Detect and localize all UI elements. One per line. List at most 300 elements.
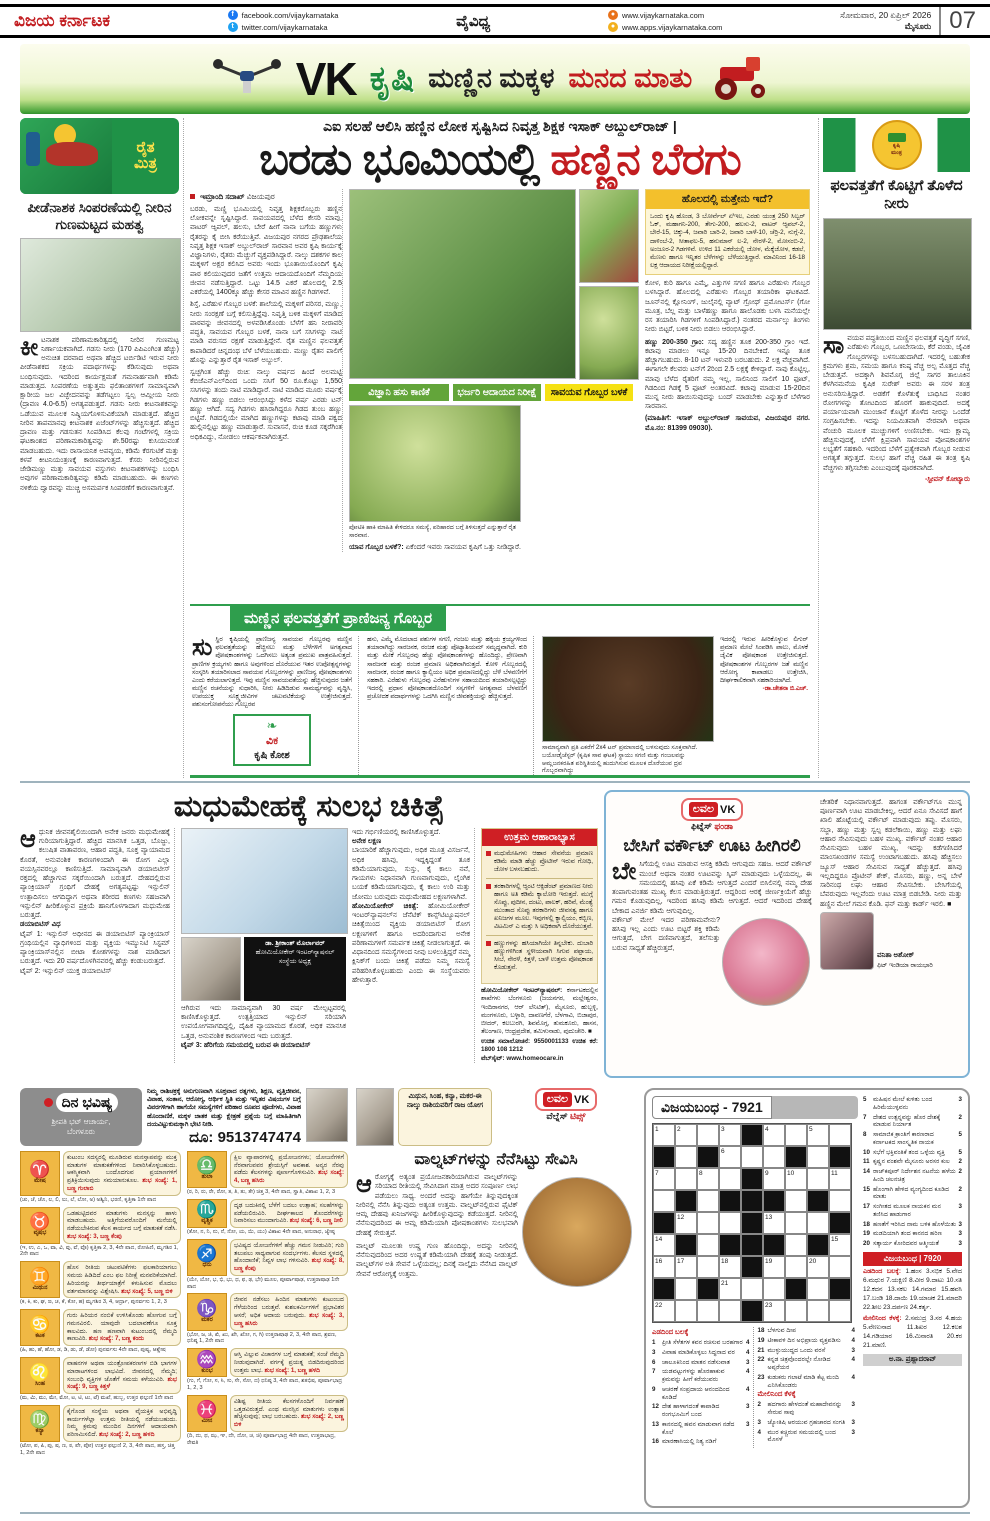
diet-bullet: ತರಕಾರಿಗಳಲ್ಲಿ ಆ್ಯಂಟಿ ಆಕ್ಸಿಡೆಂಟ್ ಪ್ರಮಾಣದ ನೀರು ಹಾಗೂ ಅತಿ ಕಡಿಮೆ ಕ್ಯಾಲೋರಿ ಇರುತ್ತದೆ. ಮುಗ್ಗೆ ಸೊಪ್ಪು, ಪುದೀನ, ದಂಟು, ಪಾಲಕ್, ಹರಿವೆ, ಮೆಂತ್ಯೆ ಮುಂತಾದ ಸೊಪ್ಪು ತರಕಾರಿಗಳು ಜೀವಸತ್ವ ಹಾಗೂ ಖನಿಜಗಳ ಮೂಲ. ಇವುಗಳಲ್ಲಿ ಕ್ಯಾಲ್ಸಿಯಂ, ಕಬ್ಬಿಣ, ವಿಟಮಿನ್ ಎ ಮತ್ತು ಸಿ ಅಧಿಕವಾಗಿ ದೊರೆಯುತ್ತವೆ. — [486, 883, 593, 936]
nakshatra-line: (ಗು, ಗೆ, ಗೋ, ಸ, ಸಿ, ಸು, ಸೇ, ಸೋ, ದ) ಧನಿಷ್ಠ 3, 4ನೇ ಪಾದ, ಶತಭಿಷ, ಪೂರ್ವಾಭಾದ್ರ 1, 2, 3 — [187, 1378, 343, 1392]
zodiac-name: ವೃಶ್ಚಿಕ — [201, 1218, 213, 1225]
main-article-col1: ಬರಡು, ಮಣ್ಣಿ ಭೂಮಿಯಲ್ಲಿ ನಿವೃತ್ತ ಶಿಕ್ಷಕರೊಬ್ಬರು ಹಣ್ಣಿನ ಲೋಕವನ್ನೇ ಸೃಷ್ಟಿಸಿದ್ದಾರೆ. ಸಾವಯವದಲ್ಲಿ ಬೆಳೆದ ಕೇಸರಿ ಮಾವು, ವಾಟರ್ ಆ್ಯಪಲ್, ಹಲಸು, ಬೇರೆ ಹೀಗೆ ನಾನಾ ಬಗೆಯ ಹಣ್ಣುಗಳು ರೈತರನ್ನು ಕೈ ಬೀಸಿ ಕರೆಯುತ್ತಿವೆ. ವಿಜಯಪುರ ನಗರದ ಪ್ರೌಢಶಾಲೆಯ ನಿವೃತ್ತ ಶಿಕ್ಷಕ ಇಸಾಕ್ ಅಬ್ದುಲ್‌ರಾಜ್ ಸಾರವಾನ ಅವರ ಕೃಷಿ ಕಾರ್ಯಕ್ಕೆ ವಿಜ್ಞಾನಿಗಳು, ರೈತರು ಮೆಚ್ಚುಗೆ ವ್ಯಕ್ತಪಡಿಸಿದ್ದಾರೆ. ನಾಲ್ಕು ದಶಕಗಳ ಕಾಲ ಮಕ್ಕಳಿಗೆ ಅಕ್ಷರ ಕಲಿಸಿದ ಅವರು ಇಂದು ಭೂತಾಯಿಯೊಂದಿಗೆ ಕೃಷಿ ಪಾಠ ಕಲಿಯುವುದರ ಜತೆಗೆ ಉತ್ತಮ ಆದಾಯದೊಂದಿಗೆ ನೆಮ್ಮದಿಯ ಜೀವನ ನಡೆಸುತ್ತಿದ್ದಾರೆ. ಒಟ್ಟು 14.5 ಎಕರೆ ಹೊಲದಲ್ಲಿ 2.5 ಎಕರೆಯಲ್ಲಿ 1400ಕ್ಕೂ ಹೆಚ್ಚು ಕೇಸರ ಮಾವಿನ ಹಣ್ಣಿನ ಗಿಡಗಳಿವೆ. — [190, 206, 342, 297]
zodiac-entry: ♏ ವೃಶ್ಚಿಕ ದೃಢ ಬದುಕಿನಲ್ಲಿ ಬೆಳೆಗೆ ಬದಲು ಉತ್ಸಾಹ; ಸಲಹೆಗಳನ್ನು ಪಡೆಯಲಿರುವಿರಿ. ದೀರ್ಘಕಾಲದ ತೊಂದರೆಗಳನ್ನು ನಿವಾರಿಸಲು ಮುಂದಾಗುವಿರಿ. ಶುಭ ಸಂಖ್ಯೆ: 6, ಬಣ್ಣ ನೀಲಿ (ತೋ, ನ, ನಿ, ನು, ನೆ, ನೋ, ಯ, ಯಿ, ಯು) ವಿಶಾಖ 4ನೇ ಪಾದ, ಅನುರಾಧ, ಜ್ಯೇಷ್ಠ — [187, 1199, 348, 1236]
which-fertilizer-subhead: ಯಾವ ಗೊಬ್ಬರ ಬಳಕೆ?: — [349, 543, 404, 551]
clue-item: 21 ಮುಳ್ಳುಯುದ್ಧದ ಒಂದು ವರಸೆ 3 — [757, 1346, 855, 1354]
kosha-line2: ಕೃಷಿ ಕೋಶ — [254, 749, 290, 761]
clue-item: 8 ಸಾಮಾಜಿಕ ಕ್ರಾಂತಿಗೆ ಕಾರಣರಾದ ಕರ್ನಾಟಕದ ಸಾಂಸ್ಕೃತಿಕ ನಾಯಕ 5 — [863, 1131, 962, 1146]
clue-item: 12 ದೇಶ ಹಾಳಾಗದಂತೆ ಕಾಪಾಡಿದ ರಂಗಭೂಮಿಗೆ ಬಂದ 3 — [652, 1403, 750, 1418]
crossword-cell — [675, 1234, 697, 1256]
crossword-cell — [653, 1278, 675, 1300]
krishi-logo: ಕೃಷಿ — [369, 59, 415, 98]
nakshatra-line: (ಚು, ಚೆ, ಚೊ, ಲ, ಲಿ, ಲು, ಲೆ, ಲೋ, ಅ) ಅಶ್ವಿನಿ, ಭರಣಿ, ಕೃತ್ತಿಕಾ 1ನೇ ಪಾದ — [20, 1196, 157, 1203]
zodiac-icon: ♋ — [29, 1314, 51, 1334]
red-bullet-icon — [486, 941, 491, 946]
clue-item: 1 ಪ್ರೀತಿ ಸೆಳೆತಗಳ ಕವನ ರಚಿಸುವ ಬರಹಗಾರ 4 — [652, 1339, 750, 1346]
apps-link[interactable]: www.apps.vijaykarnataka.com — [621, 22, 723, 32]
crossword-cell[interactable] — [653, 1190, 675, 1212]
homeocare-website[interactable]: www.homeocare.in — [506, 1054, 564, 1062]
clue-item: 6 ಚಾಲೂಕಿನಿಂದ ಮಾತನ ನಡೆಸುವಾತ 3 — [652, 1358, 750, 1366]
horoscope-title-box — [20, 1088, 142, 1146]
crossword-cell — [741, 1256, 763, 1278]
nakshatra-line: (ರ, ರಿ, ರು, ರೇ, ರೋ, ತ, ತಿ, ತು, ತೇ) ಚಿತ್ತ 3, 4ನೇ ಪಾದ, ಸ್ವಾತಿ, ವಿಶಾಖ 1, 2, 3 — [187, 1189, 336, 1196]
author-photo — [820, 912, 874, 970]
crossword-cell — [719, 1190, 741, 1212]
zodiac-entry: ♐ ಧನು ಭವಿಷ್ಯದ ಯೋಜನೆಗಳಿಗೆ ಹೆಚ್ಚು ಗಮನ ನೀಡುವಿರಿ; ಗುರಿ ತಲುಪಲು ಸಾಧ್ಯವಾಗುವ ಸಂದರ್ಭಗಳು. ಕೆಲಸದ ಸ್ಥಳದಲ್ಲಿ ಹೊಂದಾಣಿಕೆ; ನಿವ್ವಳ ಲಾಭ ಗಳಿಸುವಿರಿ. ಶುಭ ಸಂಖ್ಯೆ: 8, ಬಣ್ಣ ಕೆಂಪು (ಯೇ, ಯೋ, ಭ, ಭಿ, ಭು, ಧ, ಫ, ಢ, ಭೇ) ಮೂಲ, ಪೂರ್ವಾಷಾಢ, ಉತ್ತರಾಷಾಢ 1ನೇ ಪಾದ — [187, 1239, 348, 1291]
farmers-banana-photo — [349, 189, 576, 379]
facebook-icon: f — [228, 10, 238, 20]
clue-item: 18 ಬೆಳಗುವ ದೀಪ 4 — [757, 1327, 855, 1334]
zodiac-name: ವೃಷಭ — [33, 1230, 47, 1237]
logo-text-1: ಕೃಷಿ — [892, 143, 901, 149]
crossword-cell[interactable] — [719, 1212, 741, 1234]
fruit-weight-text: ಸದ್ಯ ಹಣ್ಣಿನ ತೂಕ 200-350 ಗ್ರಾಂ ಇದೆ. ಕಟಾವು ಮಾಡಲು ಇನ್ನೂ 15-20 ದಿನಬೇಕಿದೆ. ಇನ್ನೂ ತೂಕ ಹೆಚ್ಚಾಗಬಹುದು. 8-10 ಟನ್ ಇಳುವರಿ ಬರಬಹುದು. 2 ಲಕ್ಷ ವೆಚ್ಚವಾಗಿದೆ. ಈಗಾಗಲೇ ಕೆಲವರು ಟನ್‌ಗೆ 2ರಿಂದ 2.5 ಲಕ್ಷಕ್ಕೆ ಕೇಳಿದ್ದಾರೆ. ನಾವು ಕೊಟ್ಟಿಲ್ಲ, ಮಾವು ಬೆಳೆದ ರೈತರಿಗೆ ನಮ್ಮ ಇಲ್ಲ, ಸಾಲಿನಿಂದ ಸಾಲಿಗೆ 10 ಫೂಟ್, ಗಿಡದಿಂದ ಗಿಡಕ್ಕೆ 5 ಫೂಟ್ ಅಂತರವಿದೆ. ಕಟಾವು ಮಾಡುವ 15-20ದಿನ ಮುನ್ನ ನೀರು ಹಾಯಿಸುವುದನ್ನು ಬಂದ್ ಮಾಡಬೇಕು ಎನ್ನುತ್ತಾರೆ ಬೆಳೆಗಾರ ಸಾರವಾನ. — [645, 338, 810, 411]
lavalavike-logo: ಲವಲ — [543, 1092, 572, 1107]
fitness-byline: ವನಿತಾ ಅಶೋಕ್ — [877, 952, 915, 960]
crossword-cell[interactable] — [785, 1234, 807, 1256]
down-clues — [758, 1401, 856, 1444]
crossword-cell[interactable]: 15 — [829, 1234, 851, 1256]
fruit-weight-subhead: ಹಣ್ಣು 200-350 ಗ್ರಾಂ: — [645, 338, 704, 346]
zodiac-name: ಕನ್ಯಾ — [35, 1428, 45, 1435]
clue-item: 7 ಯಡವಟ್ಟುಗಳನ್ನು ಹೊರಹಾಕುವ ಕ್ರಮವನ್ನು ಹೀಗೆ ಕರೆಯುವರು 4 — [652, 1368, 750, 1383]
fitness-byrole: ಫಿಟ್ ಇಂಡಿಯಾ ರಾಯಭಾರಿ — [877, 961, 933, 969]
crossword-cell[interactable] — [785, 1212, 807, 1234]
crossword-cell[interactable] — [785, 1124, 807, 1146]
crossword-cell[interactable]: 3 — [719, 1124, 741, 1146]
crossword-cell[interactable]: 17 — [675, 1256, 697, 1278]
fitness-heading: ಬೇಸಿಗೆ ವರ್ಕೌಟ್ ಊಟ ಹೀಗಿರಲಿ — [623, 836, 801, 855]
byline-author: ಇಮ್ರಾಂದಿ ಸದಾಖ್ — [200, 192, 245, 201]
compost-byline: -ಡಾ.ಚೇತನಾ ಬಿ.ಎಚ್. — [762, 685, 808, 693]
zodiac-entry: ♈ ಮೇಷ ಕುಟುಂಬ ಸದಸ್ಯರಲ್ಲಿ ಮೂಡಿರುವ ಮನಸ್ತಾಪವನ್ನು ಮುಕ್ತ ಮಾತುಗಳ ಮಾತುಕತೆಗಳಿಂದ ನಿವಾರಿಸಿಕೊಳ್ಳಬಹುದು. ಆಕಸ್ಮಿಕವಾಗಿ ಬಂದೊದಗುವ ಪ್ರಯಾಣಗಳಿಗೆ ಪ್ರತಿಕ್ರಿಯಿಸುವುದು ಸಮಯಾನುಕೂಲ. ಶುಭ ಸಂಖ್ಯೆ: 1, ಬಣ್ಣ ಗುಲಾಬಿ (ಚು, ಚೆ, ಚೊ, ಲ, ಲಿ, ಲು, ಲೆ, ಲೋ, ಅ) ಅಶ್ವಿನಿ, ಭರಣಿ, ಕೃತ್ತಿಕಾ 1ನೇ ಪಾದ — [20, 1151, 181, 1204]
diabetes-symptoms: ಬಾಯಾರಿಕೆ ಹೆಚ್ಚಾಗುವುದು, ಅಧಿಕ ಮೂತ್ರ ವಿಸರ್ಜನೆ, ಅಧಿಕ ಹಸಿವು, ಇದ್ದಕ್ಕಿದ್ದಂತೆ ತೂಕ ಕಡಿಮೆಯಾಗುವುದು, ಸುಸ್ತು, ಕೈ ಕಾಲು ನವೆ, ಗಾಯಗಳು ನಿಧಾನವಾಗಿ ಗುಣವಾಗುವುದು, ಲೈಂಗಿಕ ಬಯಕೆ ಕಡಿಮೆಯಾಗುವುದು, ಕೈ ಕಾಲು ಉರಿ ಮತ್ತು ಜೋಮು ಬರುವುದು ಮಧುಮೇಹದ ಲಕ್ಷಣಗಳಾಗಿವೆ. — [352, 847, 470, 901]
krishi-kosha-logo — [233, 714, 311, 766]
homeocare-branches-subhead: ಹೋಮಿಯೋಕೇರ್ ಇಂಟರ್‌ನ್ಯಾಷನಲ್: — [481, 987, 563, 995]
diabetes-type3: ಟೈಪ್ 3: ಹೆರಿಗೆಯ ಸಮಯದಲ್ಲಿ ಬರುವ ಈ ಡಯಾಬಿಟಿಸ್ — [181, 1041, 311, 1049]
astrologer-phone[interactable]: 9513747474 — [217, 1128, 301, 1146]
diabetes-col1: ಧುನಿಕ ಜೀವನಶೈಲಿಯಿಂದಾಗಿ ಅನೇಕ ಜನರು ಮಧುಮೇಹಕ್ಕೆ ಗುರಿಯಾಗುತ್ತಿದ್ದಾರೆ. ಹೆಚ್ಚಿದ ಮಾನಸಿಕ ಒತ್ತಡ, ಬೊಜ್ಜು, ಕಲುಷಿತ ವಾತಾವರಣ, ಆಹಾರ ಪದ್ಧತಿ, ಸೂಕ್ತ ವ್ಯಾಯಾಮದ ಕೊರತೆ, ಅನುವಂಶಿಕ ಕಾರಣಗಳಿಂದಾಗಿ ಈ ರೋಗ ಎಲ್ಲಾ ವಯಸ್ಸಿನವರಲ್ಲೂ ಕಾಣಿಸುತ್ತಿದೆ. ಸಾಮಾನ್ಯವಾಗಿ ಡಯಾಬಿಟೀಸ್ ರಕ್ತದಲ್ಲಿ ಹೆಚ್ಚಾಗುವ ಸಕ್ಕರೆಯಿಂದಾಗಿ ಬರುತ್ತದೆ. ದೇಹದಲ್ಲಿರುವ ಪ್ಯಾಂಕ್ರಿಯಾಸ್ ಗ್ರಂಥಿಗೆ ದೇಹಕ್ಕೆ ಅಗತ್ಯಪಟ್ಟಷ್ಟು ಇನ್ಸುಲಿನ್ ಉತ್ಪಾದಿಸಲು ಆಗದಿದ್ದಾಗ ಅಥವಾ ಶರೀರದ ಕಣಗಳು ಸಹಜವಾಗಿ ಇನ್ಸುಲಿನ್ ಹೀರಿಕೊಳ್ಳುವ ಪ್ರಕ್ರಿಯೆ ಹಾನಿಗೊಳಗಾದಾಗ ಮಧುಮೇಹ ಬರುತ್ತದೆ. — [20, 829, 170, 920]
nakshatra-line: (ಮ, ಮಿ, ಮು, ಮೇ, ಮೋ, ಟ, ಟಿ, ಟು, ಟೆ) ಮಖೆ, ಹುಬ್ಬ, ಉತ್ತರ ಫಲ್ಗುಣಿ 1ನೇ ಪಾದ — [20, 1395, 174, 1402]
across-clues-1 — [652, 1339, 750, 1446]
wellness-body2: ವಾಲ್ನಟ್ ಮೂಲತಃ ಉಷ್ಣ ಗುಣ ಹೊಂದಿದ್ದು, ಅದನ್ನು ನೀರಿನಲ್ಲಿ ನೆನೆಸುವುದರಿಂದ ಅದರ ಉಷ್ಣತೆ ಕಡಿಮೆಯಾಗಿ ದೇಹಕ್ಕೆ ತಂಪು ನೀಡುತ್ತದೆ. ವಾಲ್ನಟ್‌ಗಳ ಅತಿ ಸೇವನೆ ಒಳ್ಳೆಯದಲ್ಲ; ದಿನಕ್ಕೆ ನಾಲ್ಕೈದು ನೆನೆಸಿದ ವಾಲ್ನಟ್ ಸೇವನೆ ಆರೋಗ್ಯಕ್ಕೆ ಉತ್ತಮ. — [356, 1242, 518, 1278]
plantation-photo — [823, 218, 972, 330]
solution-down-label: ಮೇಲಿನಿಂದ ಕೆಳಕ್ಕೆ: — [863, 1314, 902, 1322]
clue-item: 18 ಹಣತೆಗೆ ಇರಿಸಿದ ನಾಮ ಬಳಿಕ ಹೊಳೆಯಿತು 3 — [863, 1220, 962, 1228]
crossword-cell[interactable]: 16 — [653, 1256, 675, 1278]
astrologer-thumb-photo — [356, 1088, 394, 1146]
drone-image — [212, 57, 282, 101]
solution-across: 1.ಹಂಸ 3.ಸಭಿಕ 5.ವೇದ 6.ಮಧುರ 7.ಯಕ್ಷಿಣಿ 8.ವೀರ 9.ದಾಟು 10.ಸತಿ 12.ಕದನ 13.ಸಕಲ 14.ಗಮಾರ 15.ಹವಸಿ 17.ಬಂಡಿ 18.ದಾಯಿ 19.ಯಾಚಕ 21.ಮಾದರಿ 22.ಶೀಲ 23.ದರ್ಪಣ 24.ಕರ್ತೃ. — [863, 1267, 962, 1311]
compost-col3: ಇದರಲ್ಲಿ ಇರುವ ಹೀರಿಕೊಳ್ಳುವ ಲಿಗುರ್ ಪ್ರಮಾಣ ಮೇಲೆ ಸಿಂಪಡಿಸಿ ಪಾಲು, ಮೊಳಕೆ ಜೈವಿಕ ಪೋಷಕಾಂಶ ಉತ್ತೇಜಿಸುತ್ತದೆ. ಪೋಷಕಾಂಶಗಳ ಗೊಬ್ಬರಗಳ ಜತೆ ಮಣ್ಣಿನ ಆರೋಗ್ಯ ಕಾಪಾಡಲು ಉತ್ತೇಜಿಸಿ, ದೀರ್ಘಕಾಲಿಕವಾಗಿ ಸಹಕಾರಿಯಾಗಿದೆ. — [720, 636, 808, 684]
farmer-oxen-illustration — [20, 118, 112, 194]
caption-label-1: ವಿಜ್ಞಾನಿ ಹಸು ಕಾಣಿಕೆ — [349, 384, 449, 401]
compost-article — [190, 604, 810, 778]
crossword-cell[interactable]: 1 — [653, 1124, 675, 1146]
nakshatra-line: (ತೋ, ನ, ನಿ, ನು, ನೆ, ನೋ, ಯ, ಯಿ, ಯು) ವಿಶಾಖ 4ನೇ ಪಾದ, ಅನುರಾಧ, ಜ್ಯೇಷ್ಠ — [187, 1229, 335, 1236]
crossword-cell[interactable] — [675, 1146, 697, 1168]
water-glasses-photo — [20, 238, 181, 332]
main-article — [190, 118, 810, 602]
crossword-cell — [697, 1278, 719, 1300]
wellness-article — [356, 1088, 636, 1508]
clue-item: 17 ಸಂಗೀತದ ಮೂಲಕ ನಾಯಕನ ಮನ ತಣಿಸಿದ ಹಾಡುಗಾರ 3 — [863, 1203, 962, 1218]
crossword-cell[interactable] — [741, 1146, 763, 1168]
crossword-cell — [697, 1146, 719, 1168]
crossword-cell[interactable]: 6 — [719, 1146, 741, 1168]
leaf-icon: ❧ — [266, 717, 278, 733]
byline-bullet — [190, 194, 195, 199]
zodiac-entry: ♒ ಕುಂಭ ಆಸ್ತಿ ವಿಲ್ಲುವ ವಿಚಾರಗಳ ಬಗ್ಗೆ ಮಾತುಕತೆ; ಸಂಜೆ ನೆಮ್ಮದಿ ನೀಡುವುದಾಗಿದೆ. ವರ್ಗಕ್ಕೆ ಪ್ರಯತ್ನ ಬಿಡದಿರುವುದರಿಂದ ಉತ್ತಮ ಲಾಭ. ಶುಭ ಸಂಖ್ಯೆ: 1, ಬಣ್ಣ ಹಳದಿ (ಗು, ಗೆ, ಗೋ, ಸ, ಸಿ, ಸು, ಸೇ, ಸೋ, ದ) ಧನಿಷ್ಠ 3, 4ನೇ ಪಾದ, ಶತಭಿಷ, ಪೂರ್ವಾಭಾದ್ರ 1, 2, 3 — [187, 1348, 348, 1392]
crossword-cell — [719, 1234, 741, 1256]
paper-logo: ವಿಜಯ ಕರ್ನಾಟಕ — [14, 11, 110, 30]
crossword-cell[interactable] — [675, 1168, 697, 1190]
clue-item: 9 ಆಚರಣೆ ಸಂಪ್ರದಾಯ ಆನಂದದಿಂದ ಕೂಡಿದೆ 4 — [652, 1385, 750, 1401]
clue-item: 13 ಕಾನನದಲ್ಲಿ ಹವನ ಮಾಡುವಾಗ ನಡೆದ ಕೊಲೆ 3 — [652, 1420, 750, 1436]
homeocare-branches: ಕರ್ನಾಟಕದಲ್ಲಿನ ಶಾಖೆಗಳು ಬೆಂಗಳೂರು (ಜಯನಗರ, ಮಲ್ಲೇಶ್ವರಂ, ಇಂದಿರಾನಗರ, ಆರ್ ಲೆನಿಟಿತ್), ಮೈಸೂರು, ಹುಬ್ಬಳ್ಳಿ, ಮಂಗಳೂರು, ಬಳ್ಳಾರಿ, ದಾವಣಗೆರೆ, ಬೆಳಗಾವಿ, ಬಿಜಾಪುರ, ಬೀದರ್, ಕಲಬುರಗಿ, ಶಿವಮೊಗ್ಗ, ತುಮಕೂರು, ಹಾಸನ, ತೆಲಂಗಾಣ, ಆಂಧ್ರಪ್ರದೇಶ, ತಮಿಳುನಾಡು, ಪುದುಚೇರಿ. ■ — [481, 987, 598, 1036]
crossword-cell[interactable] — [763, 1278, 785, 1300]
crossword-cell[interactable] — [741, 1278, 763, 1300]
field-box-title: ಹೊಲದಲ್ಲಿ ಮತ್ತೇನು ಇದೆ? — [646, 190, 809, 209]
date: ಸೋಮವಾರ, 20 ಏಪ್ರಿಲ್ 2026 — [840, 9, 932, 20]
zodiac-icon: ♊ — [29, 1266, 51, 1286]
crossword-cell — [763, 1234, 785, 1256]
zodiac-entry: ♎ ತುಲಾ ಕ್ಷಿಲ ವ್ಯಾಪಾರಗಳಲ್ಲಿ ಪ್ರಯೋಜನಗಳು; ಯೋಜನೆಗಳಿಗೆ ನೆರವಾಗುವವರ ಶ್ರೇಯಸ್ಸಿಗೆ ಅವಕಾಶ. ಅನ್ಯರ ನೆರವು ಪಡೆದು ಕೆಲಸಗಳನ್ನು ಪೂರ್ಣಗೊಳಿಸುವಿರಿ. ಶುಭ ಸಂಖ್ಯೆ: 4, ಬಣ್ಣ ಹಸಿರು (ರ, ರಿ, ರು, ರೇ, ರೋ, ತ, ತಿ, ತು, ತೇ) ಚಿತ್ತ 3, 4ನೇ ಪಾದ, ಸ್ವಾತಿ, ವಿಶಾಖ 1, 2, 3 — [187, 1151, 348, 1196]
field-box-body: ಒಂದು ಕೃಷಿ ಹೊಂಡ, 3 ಬೋರ್ವೆಲ್ ಏಿಇಲ, ಎರಡು ಯಂತ್ರ 250 ಸಿಲ್ವರ್ ಓಕ್, ಮಹಾಗನಿ-200, ತೇಗು-200, ಹಲಸು-2, ವಾಟರ್ ಆ್ಯಪಲ್-2, ಬೇರೆ-15, ಚಿಕ್ಕು-4, ಜವಾರಿ ಬಾರಿ-2, ಜವಾರಿ ಬಾಳೆ-10, ಚೆರ್ರಿ-2, ನುಗ್ಗೆ-2, ದಾಳಿಂಬೆ-2, ಸೀತಾಫಲ-5, ಹನುಮಾನ್ ಲ-2, ನೇರಳೆ-2, ಮೋಸಂಬಿ-2, ಅಂಜೂರ-2 ಗಿಡಗಳಿವೆ. ಉಳಿದ 11 ಎಕರೆಯಲ್ಲಿ ಜೋಳ, ಮೆಕ್ಕೆಜೋಳ, ಕಡಲೆ, ಮೆಣಸು ಹಾಗೂ ಇನ್ನಿತರ ಬೆಳೆಗಳನ್ನು ಬೆಳೆಯುತ್ತಿದ್ದಾರೆ. ಮಾವಿನಿಂದ 16-18 ಲಕ್ಷ ಆದಾಯದ ನಿರೀಕ್ಷೆಯಲ್ಲಿದ್ದಾರೆ. — [650, 213, 805, 270]
crossword-cell[interactable]: 20 — [807, 1256, 829, 1278]
nakshatra-line: (ಹಿ, ಹು, ಹೆ, ಹೋ, ಡ, ಡಿ, ಡು, ಡೆ, ಡೋ) ಪುನರ್ವಸು 4ನೇ ಪಾದ, ಪುಷ್ಯ, ಆಶ್ಲೇಷ — [20, 1347, 166, 1354]
horoscope-title: ದಿನ ಭವಿಷ್ಯ — [56, 1093, 119, 1112]
edition-city: ಮೈಸೂರು — [904, 21, 932, 31]
crossword-cell[interactable] — [829, 1256, 851, 1278]
crossword-grid[interactable] — [652, 1123, 852, 1323]
red-bullet-icon — [486, 884, 491, 889]
crossword-cell[interactable]: 14 — [653, 1234, 675, 1256]
wellness-logo-sub2: ಟಿಪ್ಸ್ — [570, 1111, 586, 1121]
diet-bullet-list — [482, 846, 597, 983]
diabetes-col3-top: ಇದು ಗರ್ಭಿಣಿಯರಲ್ಲಿ ಕಾಣಿಸಿಕೊಳ್ಳುತ್ತದೆ. — [352, 829, 441, 836]
diabetes-subhead-types: ಡಯಾಬಿಟಿಸ್ ವಿಧ — [20, 921, 61, 929]
phone-label: ದೂ: — [189, 1128, 214, 1146]
sun-icon — [44, 1098, 53, 1107]
diabetes-type2: ಟೈಪ್ 2: ಇನ್ಸುಲಿನ್ ಯುಕ್ತ ಡಯಾಬಿಟಿಸ್ — [20, 967, 112, 975]
zodiac-name: ಮೀನ — [201, 1418, 213, 1425]
main-article-col1c: ಸ್ವಚ್ಛಗಿಂತ ಹೆಚ್ಚು ರುಚಿ: ನಾಲ್ಕು ವರ್ಷದ ಹಿಂದೆ ಅಲಮಟ್ಟಿ ಕೆಬಿಜೆಎನ್ಎಲ್‌ದಿಂದ ಒಂದು ಸಸಿಗೆ 50 ರೂ.ಕೊಟ್ಟು 1,550 ಸಸಿಗಳನ್ನು ತಂದು ನಾಟಿ ಮಾಡಿದ್ದಾರೆ. ನಾಟಿ ಮಾಡಿದ ಮೂರು ವರ್ಷಕ್ಕೆ ಗಿಡಗಳು ಹಣ್ಣು ಬಿಡಲು ಆರಂಭಿಸಿದ್ದು ಕಳೆದ ವರ್ಷ ಎರಡು ಟನ್ ಹಣ್ಣು ಆಗಿದೆ. ಸದ್ಯ ಗಿಡಗಳು ಹಸಿರಾಗಿದ್ದರೂ ಗಿಡದ ತುಂಬ ಹಣ್ಣು ಬಿಟ್ಟಿವೆ. ಗಿಡದಲ್ಲಿಯೇ ಮಾಗಿದ ಹಣ್ಣುಗಳನ್ನು ಕಟಾವು ಮಾಡಿ ಪಕ್ವದ ಹುಲ್ಲಿನಲ್ಲಿಟ್ಟು ಹಣ್ಣು ಮಾಡುತ್ತಾರೆ. ಸುವಾಸನೆ, ರುಚಿ ಕೂಡ ಸಕ್ಕರೆಗಿಂತ ಅಧಿಕವಿದ್ದು, ನೋಡಲು ಆಕರ್ಷಕವಾಗಿರುತ್ತವೆ. — [190, 368, 342, 441]
wellness-body: ರೋಗ್ಯಕ್ಕೆ ಅತ್ಯಂತ ಪ್ರಯೋಜನಕಾರಿಯಾಗಿರುವ ವಾಲ್ನಟ್‌ಗಳನ್ನು ಸರಿಯಾದ ರೀತಿಯಲ್ಲಿ ಸೇವಿಸಿದಾಗ ಮಾತ್ರ ಅದರ ಸಂಪೂರ್ಣ ಲಾಭ ಪಡೆಯಲು ಸಾಧ್ಯ. ಅಂದರೆ ಅದನ್ನು ಹಾಗೆಯೇ ತಿನ್ನುವುದಕ್ಕಿಂತ ನೀರಿನಲ್ಲಿ ನೆನೆಸಿ ತಿನ್ನುವುದು ಅತ್ಯಂತ ಉತ್ತಮ. ವಾಲ್ನಟ್‌ನಲ್ಲಿರುವ ಫೈಟಿಕ್ ಆಮ್ಲ ದೇಹವು ಖನಿಜಗಳನ್ನು ಹೀರಿಕೊಳ್ಳುವುದನ್ನು ಕಡೆಯುತ್ತದೆ. ನೀರಿನಲ್ಲಿ ನೆನೆಸುವುದರಿಂದ ಈ ಆಮ್ಲ ಕಡಿಮೆಯಾಗಿ ಪೋಷಕಾಂಶಗಳು ಸುಲಭವಾಗಿ ದೇಹಕ್ಕೆ ಸೇರುತ್ತವೆ. — [356, 1174, 518, 1237]
crossword-cell — [741, 1190, 763, 1212]
walnut-bowl-photo — [522, 1177, 632, 1287]
zodiac-name: ಕಟಕ — [35, 1332, 45, 1339]
crossword-cell — [653, 1146, 675, 1168]
crossword-cell — [829, 1146, 851, 1168]
crossword-cell[interactable] — [697, 1212, 719, 1234]
crossword-cell[interactable] — [829, 1124, 851, 1146]
byline-place: ವಿಜಯಪುರ — [246, 192, 275, 201]
crossword-cell — [763, 1190, 785, 1212]
globe-icon: ● — [608, 10, 618, 20]
compost-col2: ಹಸು, ಎಮ್ಮೆ ಮೊದಲಾದ ಪಶುಗಳ ಸಗಣಿ, ಗಂಜಲ ಮತ್ತು ಹಕ್ಕಿಯ ಕ್ರಯ್ಯಗಳಿಂದ ತಯಾರಾಗಿದ್ದು ಸಾರಜನಕ, ರಂಜಕ ಮತ್ತು ಪೊಟ್ಯಾಶಿಯಮ್ ಸಮೃದ್ಧವಾಗಿದೆ. ಕುರಿ ಮತ್ತು ಮೇಕೆ ಗೊಬ್ಬರವು ಹೆಚ್ಚು ಪೋಷಕಾಂಶಗಳನ್ನು ಹೊಂದಿದ್ದು, ಪ್ರೇಣವಾಗಿ ಸಾರಜನಕ ಮತ್ತು ರಂಜಕ ಪ್ರಮಾಣ ಅಧಿಕವಾಗಿರುತ್ತದೆ. ಕೋಳಿ ಗೊಬ್ಬರದಲ್ಲಿ ಸಾರಜನಕ, ರಂಜಕ ಹಾಗೂ ಕ್ಯಾಲ್ಸಿಯಂ ಅಧಿಕ ಪ್ರಮಾಣದಲ್ಲಿದ್ದು ಬೆಳೆ ಬೆಳವಣಿಗೆಗೆ ಸಹಕಾರಿ. ಎರೆಹುಳು ಗೊಬ್ಬರವು ಎರೆಹುಳುಗಳ ಸಹಾಯದಿಂದ ತಯಾರಿಸಲ್ಪಟ್ಟಿದ್ದು ಇದರಲ್ಲಿ ಪ್ರಧಾನ ಪೋಷಕಾಂಶದೊಂದಿಗೆ ಸಸ್ಯಗಳಿಗೆ ಅಗತ್ಯವಾದ ಬೆಳವಣಿಗೆ ಪ್ರಚೋದಕ ಪದಾರ್ಥಗಳನ್ನು ಒದಗಿಸಿ ಮಣ್ಣಿನ ಜೀವಶಕ್ತಿಯನ್ನು ಹೆಚ್ಚಿಸುತ್ತದೆ. — [367, 636, 534, 775]
nakshatra-line: (ಯೇ, ಯೋ, ಭ, ಭಿ, ಭು, ಧ, ಫ, ಢ, ಭೇ) ಮೂಲ, ಪೂರ್ವಾಷಾಢ, ಉತ್ತರಾಷಾಢ 1ನೇ ಪಾದ — [187, 1277, 340, 1290]
contact-info[interactable]: (ಮಾಹಿತಿಗೆ: ಇಸಾಕ್ ಅಬ್ದುಲ್‌ರಾಜ್ ಸಾವಯವ, ವಿಜಯಪುರ ನಗರ. ಮೊ.ನಂ: 81399 09030). — [645, 415, 810, 432]
crossword-cell[interactable] — [807, 1168, 829, 1190]
crossword-cell[interactable] — [719, 1168, 741, 1190]
fitness-body2: ವರ್ಕೌಟ್ ಮೇಲೆ ಇದರ ಪರಿಣಾಮವೇನು? ಹಸಿವು ಇಲ್ಲ ಎಂದು ಊಟ ಬಿಟ್ಟರೆ ಶಕ್ತಿ ಕಡಿಮೆ ಆಗುತ್ತದೆ, ಬೇಗ ದಣಿವಾಗುತ್ತದೆ, ತಲೆಸುತ್ತು ಬರುವ ಸಾಧ್ಯತೆ ಹೆಚ್ಚಿರುತ್ತದೆ, — [612, 916, 720, 952]
crossword-cell[interactable]: 8 — [697, 1168, 719, 1190]
zodiac-name: ಮೇಷ — [34, 1178, 46, 1185]
compost-col1: ಸ್ಥಿರ ಕೃಷಿಯಲ್ಲಿ ಪ್ರಾಣಿಜನ್ಯ ಸಾವಯವ ಗೊಬ್ಬರವು ಮಣ್ಣಿನ ಫಲವತ್ತತೆಯನ್ನು ಹೆಚ್ಚಿಸಲು ಮತ್ತು ಬೆಳೆಗಳಿಗೆ ಅಗತ್ಯವಾದ ಪೋಷಕಾಂಶಗಳನ್ನು ಒದಗಿಸಲು ಅತ್ಯಂತ ಪ್ರಮುಖ ಪಾತ್ರವಹಿಸುತ್ತದೆ. ಪ್ರಾಣಿಗಳ ಕ್ರಯ್ಯಗಳು ಹಾಗೂ ಅವುಗಳಿಂದ ದೊರೆಯುವ ಇತರ ಉಪೋತ್ಪನ್ನಗಳನ್ನು ಸಂಸ್ಕರಿಸಿ ತಯಾರಿಸಲಾದ ಸಾವಯವ ಗೊಬ್ಬರಗಳನ್ನು ಪ್ರಾಣಿಜನ್ಯ ಪೋಷಕಾಂಶಗಳು ಎಂದು ಕರೆಯಲಾಗುತ್ತದೆ. ಇವು ಮಣ್ಣಿನ ಸಾವಯವತೆಯನ್ನು ಹೆಚ್ಚಿಸುವುದರ ಜತೆಗೆ ಮಣ್ಣಿನ ರಚನೆಯನ್ನು ಸುಧಾರಿಸಿ, ನೀರು ಹಿಡಿದಿಡುವ ಸಾಮರ್ಥ್ಯವನ್ನು ವೃದ್ಧಿಸಿ, ಉಪಯುಕ್ತ ಸೂಕ್ಷ್ಮಜೀವಿಗಳ ಚಟುವಟಿಕೆಯನ್ನು ಉತ್ತೇಜಿಸುತ್ತದೆ. ಪಶುಸಂಗೋಪನೆಯು ಗೊಬ್ಬರವ — [192, 636, 352, 709]
clue-item: 19 ಟೀಕಾವಳಿ ದಿನ ಅಭಿಪ್ರಾಯ ವ್ಯಕ್ತಪಡಿಸು 4 — [757, 1336, 855, 1344]
nakshatra-line: (ಇ, ಉ, ಎ, ಒ, ವಾ, ವಿ, ವು, ವೆ, ವೊ) ಕೃತ್ತಿಕಾ 2, 3, 4ನೇ ಪಾದ, ರೋಹಿಣಿ, ಮೃಗಶಿರ 1, 2ನೇ ಪಾದ — [20, 1244, 179, 1258]
diabetes-headline: ಮಧುಮೇಹಕ್ಕೆ ಸುಲಭ ಚಿಕಿತ್ಸೆ — [173, 790, 445, 823]
consult-phone[interactable]: 9550001133 — [533, 1038, 569, 1046]
crossword-cell — [741, 1300, 763, 1322]
clue-item: 4 ಮುರ ಕಚ್ಚಿರುವ ಸಮಯದಲ್ಲಿ ಬಂದ ಮೊಸಳೆ 3 — [757, 1428, 855, 1444]
zodiac-name: ಮಕರ — [201, 1317, 213, 1324]
portrait-name: ಡಾ. ಶ್ರೀಕಾಂತ್ ಮೊರ್ಲಾವರ್ — [265, 940, 325, 947]
crossword-cell — [829, 1212, 851, 1234]
left-article-body: ಟನಾಶಕ ಪರಿಣಾಮಕಾರಿತ್ವದಲ್ಲಿ ನೀರಿನ ಗುಣಮಟ್ಟ ನಿರ್ಣಾಯಕವಾಗಿದೆ. ಗಡಸು ನೀರು (170 ಪಿಪಿಎಂಗಿಂತ ಹೆಚ್ಚು) ಅನುಚಿತ ದರವಾದ ಅಥವಾ ಹೆಚ್ಚಿದ ಟರ್ಬಿಡಿಟಿ ಇರುವ ನೀರು ಪೀಡೆನಾಶಕದ ಸಕ್ರಿಯ ಪದಾರ್ಥಗಳನ್ನು ಕೆಡಿಸುವುದು ಅಥವಾ ಬಂಧಿಸುವುದು. ಇದರಿಂದ ಕಾರ್ಯಕ್ಷಮತೆ ಗಮನಾರ್ಹವಾಗಿ ಕಡಿಮೆ ಮಾಡುತ್ತದ. ಸಿಂಪರಣೆಯ ಅತ್ಯುತ್ತಮ ಫಲಿತಾಂಶಗಳಿಗೆ ಸಾಮಾನ್ಯವಾಗಿ ಕ್ಷಾರೀಯ ಜಲ ವಿಚ್ಛೇದನವನ್ನು ತಡೆಗಟ್ಟಲು ಸ್ವಲ್ಪ ಆಮ್ಲೀಯ ನೀರು (ದ್ರಾವಣ 4.0-6.5) ಅಗತ್ಯಪಡುತ್ತದೆ. ಗಡಸು ನೀರು ಕೀಟನಾಶಕವನ್ನು ಒಡೆಯುವ ಮೂಲಕ ನಿಷ್ಕ್ರಿಯಗೊಳಿಸುವಿಕೆಯಾಗಿ ಮಾಡುತ್ತದೆ. ಹೆಚ್ಚಿದ ನೀರಿನ ತಾಪಮಾನವು ಕೀಟನಾಶಕ ಏಜೆಂಟ್‌ಗಳನ್ನು ಹೆಚ್ಚಿಸುತ್ತದೆ. ಹೆಚ್ಚಿದ ದ್ರಾವಣ ಮತ್ತು ಗಡಸುತನ ಸಿಂಪಡಿಸಿದ ಕೆಲವು ಗಂಟೆಗಳಲ್ಲಿ ಸಕ್ರಿಯ ಘಟಕಾಂಶದ ಪರಿಣಾಮಕಾರಿತ್ವವನ್ನು ಶೇ.50ರಷ್ಟು ಕುಸಿಯುವಂತೆ ಮಾಡಬಹುದು. ಇದು ರಾಸಾಯನಿಕ ಅಪವ್ಯಯ, ಕಡಿಮೆ ಕೆರಗುಟಿಕೆ ಮತ್ತು ಕಳಪೆ ಕೀಟನಿಯಂತ್ರಣಕ್ಕೆ ಕಾರಣವಾಗುತ್ತದೆ. ಕೆಸರು ನೀರಿನಲ್ಲಿರುವ ಜೇಡಿಮಣ್ಣು ಮತ್ತು ಸಾವಯವ ವಸ್ತುಗಳು ಕೀಟನಾಶಕಗಳನ್ನು ಬಂಧಿಸಿ ಅವುಗಳ ಪರಿಣಾಮಕಾರಿತ್ವವನ್ನು ಕಡಿಮೆ ಮಾಡಬಹುದು. ಈ ಕಣಗಳು ನಳಿಕೆಯ ದ್ವಾರವನ್ನು ಮುಚ್ಚಿ ಅಸಮರ್ಪಕ ಸಿಂಪರಣೆಗೆ ಕಾರಣವಾಗುತ್ತವೆ. — [20, 336, 179, 492]
main-article-col1b: ಶಿಸ್ತೆ, ಎರೆಹುಳ ಗೊಬ್ಬರ ಬಳಕೆ: ಶಾಲೆಯಲ್ಲಿ ಮಕ್ಕಳಿಗೆ ಪರಿಸರ, ಮಣ್ಣು, ನೀರು ಸಂರಕ್ಷಣೆ ಬಗ್ಗೆ ಕಲಿಸುತ್ತಿದ್ದೆವು. ನಿವೃತ್ತಿ ಬಳಿಕ ಮಕ್ಕಳಿಗೆ ಮಾಡಿದ ಪಾಠವನ್ನು ಜೀವನದಲ್ಲಿ ಅಳವಡಿಸಿಕೊಂಡು ಬೆಳೆಗೆ ಹನಿ ನೀರಾವರಿ ಪದ್ಧತಿ, ಸಾವಯವ ಗೊಬ್ಬರ ಬಳಕೆ, ನಾನಾ ಬಗೆ ಸಸಿಗಳನ್ನು ನಾಟಿ ಮಾಡಿ ವರುಸದ ರಕ್ಷಣೆ ಮಾಡುತ್ತಿದ್ದೇನೆ. ರೈತ ಮಣ್ಣಿನ ಫಲವತ್ತತೆ ಕಾಪಾಡಿದರೆ ಚಿನ್ನದಂಥ ಬೆಳೆ ಬೆಳೆಯಬಹುದು. ಮಣ್ಣು ರೈತನ ಪಾಲಿಗೆ ಹೊನ್ನು ಎನ್ನುತ್ತಾರೆ ರೈತ ಇಸಾಕ್ ಅಬ್ದುಲ್. — [190, 301, 342, 364]
krishi-mantra-logo — [823, 118, 970, 172]
crossword-cell[interactable] — [807, 1278, 829, 1300]
crossword-cell[interactable] — [719, 1300, 741, 1322]
crossword-cell — [741, 1212, 763, 1234]
crossword-cell — [653, 1212, 675, 1234]
drop-cap: ಸಾ — [823, 332, 845, 360]
fitness-body: ಸಿಗೆಯಲ್ಲಿ ಊಟ ಮಾಡುವ ಆಸಕ್ತಿ ಕಡಿಮೆ ಆಗುವುದು ಸಹಜ. ಆದರೆ ವರ್ಕೌಟ್ ಮುಂಚೆ ಅಥವಾ ನಂತರ ಊಟವನ್ನು ಸ್ಕಿಪ್ ಮಾಡುವುದು ಒಳ್ಳೆಯದಲ್ಲ, ಈ ಸಮಯದಲ್ಲಿ ಹಸಿವು ಏಕೆ ಕಡಿಮೆ ಆಗುತ್ತದೆ ಎಂದರೆ ಬಿಸಿಲಿನಲ್ಲಿ ನಮ್ಮ ದೇಹ ತಂಪಾಗುವಂತಹ ಮುಖ್ಯ ಕೆಲಸ ಮಾಡುತ್ತಿರುತ್ತದೆ. ಆದ್ದರಿಂದ ಆರಕ್ಕೆ ಜೀರ್ಣಕ್ರಿಯೆಗೆ ಹೆಚ್ಚು ಗಮನ ಕೊಡುವುದಿಲ್ಲ, ಇದರಿಂದ ಹಸಿವು ಕಡಿಮೆ ಆಗುತ್ತದೆ. ಆದರೆ ಇದರಿಂದ ದೇಹಕ್ಕೆ ಬೇಕಾದ ಎನರ್ಜಿ ಕಡಿಮೆ ಆಗುವುದಿಲ್ಲ. — [612, 861, 812, 915]
crossword-cell[interactable]: 5 — [807, 1124, 829, 1146]
crossword-cell[interactable] — [675, 1278, 697, 1300]
clue-item: 22 ಕನ್ನಡ ಚಿತ್ರವೊಂದರಲ್ಲೇ ನೋಡಿದ ಅಪ್ಸರೆಯರ 4 — [757, 1356, 855, 1371]
twitter-icon: t — [228, 22, 238, 32]
website-label: ವೆಬ್‌ಸೈಟ್: — [481, 1054, 505, 1062]
wellness-logo-sub1: ವೆಲ್ನೆಸ್ — [546, 1111, 568, 1121]
mango-orchard-photo — [349, 405, 521, 522]
zodiac-name: ಕುಂಭ — [201, 1367, 213, 1374]
crossword-cell[interactable]: 13 — [763, 1212, 785, 1234]
clue-item: 11 ಕೃಷ್ಣನ ವಂಶವೇ ಮೈಸೂರು ಅರಸರ ಕುಲ 2 — [863, 1158, 962, 1166]
drop-cap: ಕೀ — [20, 333, 39, 361]
doctor-glucometer-photo — [181, 828, 348, 934]
nakshatra-line: (ಕ, ಕಿ, ಕು, ಘ, ಙ, ಚ, ಕೆ, ಕೋ, ಹ) ಮೃಗಶಿರ 3, 4, ಆರ್ದ್ರಾ, ಪುನರ್ವಸು 1, 2, 3 — [20, 1299, 167, 1306]
crossword-cell[interactable]: 11 — [829, 1168, 851, 1190]
crossword-cell[interactable]: 22 — [653, 1300, 675, 1322]
zodiac-name: ಸಿಂಹ — [34, 1380, 45, 1387]
clue-item: 23 ಕುಡುಕರು ಗಲಾಟೆ ಮಾಡಿ ಕೆಟ್ಟ ಮಂದಿ ಎನಿಸಿಕೊಂಡರು 4 — [757, 1373, 855, 1389]
crossword-cell[interactable] — [697, 1256, 719, 1278]
fruit-photo-2 — [579, 286, 639, 380]
fruit-photo-1 — [579, 189, 639, 283]
astrologer-name: ಶ್ರೀಪತಿ ಭಟ್ ಆಚಾರ್ಯ, — [51, 1117, 111, 1126]
zodiac-icon: ♏ — [196, 1200, 218, 1220]
crossword-cell[interactable] — [829, 1300, 851, 1322]
crossword-cell[interactable]: 18 — [719, 1256, 741, 1278]
tollfree-phone[interactable]: 1800 108 1212 — [481, 1046, 524, 1054]
badge-line2: ಮಿತ್ರ — [134, 155, 157, 172]
which-fertilizer-text: ಏಕೆಂದರೆ ಇವರು ಸಾವಯವ ಕೃಷಿಗೆ ಒತ್ತು ನೀಡಿದ್ದಾರೆ. — [405, 543, 521, 551]
orchard-photo-caption: ಪೋಟಿಕಿ ಹಾಕಿ ಮಾಹಿತಿ ಕೇಳಿದರೂ ಸಮಸ್ಯೆ, ಪರಿಹಾರದ ಬಗ್ಗೆ ತಿಳಿಸುತ್ತದೆ ಎನ್ನುತ್ತಾರೆ ರೈತ ಸಾರವಾನ. — [349, 524, 516, 540]
down-clues-right — [863, 1096, 962, 1248]
clue-item: 15 ಹೊಂಗಾಗಿ ಹೇಳಿದ ವ್ಯಂಗ್ಯದಿಂದ ಕೂಡಿದ ಮಾತು 2 — [863, 1185, 962, 1201]
crossword-section — [644, 1088, 970, 1508]
crossword-cell[interactable]: 12 — [675, 1212, 697, 1234]
crossword-cell[interactable] — [785, 1300, 807, 1322]
logo-text-2: ಮಂತ್ರ — [891, 150, 902, 156]
diet-box — [481, 828, 598, 984]
crossword-cell — [741, 1234, 763, 1256]
banner-title-black: ಮಣ್ಣಿನ ಮಕ್ಕಳ — [428, 63, 555, 93]
kicker: ಎಐ ಸಲಹೆ ಆಲಿಸಿ ಹಣ್ಣಿನ ಲೋಕ ಸೃಷ್ಟಿಸಿದ ನಿವೃತ್ತ ಶಿಕ್ಷಕ ಇಸಾಕ್ ಅಬ್ದುಲ್‌ರಾಜ್ | — [323, 118, 677, 134]
zodiac-col-2 — [187, 1151, 348, 1460]
zodiac-entry: ♊ ಮಿಥುನ ಹೊಸ ರೀತಿಯ ಚಟುವಟಿಕೆಗಳು ಫಲಕಾರಿಯಾಗಲು ಸಮಯ ಹಿಡಿದಿದೆ ಎಂಬ ಫಲ ನಿರೀಕ್ಷೆ ಮನವರಿಕೆಯಾಗಿದೆ. ಹಿರಿಯರನ್ನು ತೀರ್ಥಯಾತ್ರೆಗೆ ಕಳುಹಿಸುವ ಮೊದಲು ವರ್ತಮಾನವನ್ನು ವಿಶ್ಲೇಷಿಸಿ. ಶುಭ ಸಂಖ್ಯೆ: 5, ಬಣ್ಣ ಬಿಳಿ (ಕ, ಕಿ, ಕು, ಘ, ಙ, ಚ, ಕೆ, ಕೋ, ಹ) ಮೃಗಶಿರ 3, 4, ಆರ್ದ್ರಾ, ಪುನರ್ವಸು 1, 2, 3 — [20, 1261, 181, 1306]
right-article-byline: -ಸ್ಟೀವನ್ ಕೋಟ್ಯಾರು — [924, 475, 970, 483]
diabetes-col2: ಆಗಿರುವ ಇದು ಸಾಮಾನ್ಯವಾಗಿ 30 ವರ್ಷ ಮೇಲ್ಪಟ್ಟವರಲ್ಲಿ ಕಾಣಿಸಿಕೊಳ್ಳುತ್ತದೆ. ಉತ್ಪತ್ತಿಯಾದ ಇನ್ಸುಲಿನ್ ಸರಿಯಾಗಿ ಉಪಯೋಗವಾಗದಿದ್ದಲ್ಲಿ, ದೈಹಿಕ ವ್ಯಾಯಾಮದ ಕೊರತೆ, ಅಧಿಕ ಮಾನಸಿಕ ಒತ್ತಡ, ಅನುವಂಶಿಕ ಕಾರಣಗಳಿಂದ ಇದು ಬರುತ್ತದೆ. — [181, 1005, 346, 1040]
homeocare-treatment-subhead: ಹೋಮಿಯೋಕೇರ್ ಚಿಕಿತ್ಸೆ: — [352, 902, 419, 910]
banner-title-red: ಮನದ ಮಾತು — [568, 63, 693, 93]
across-label: ಎಡದಿಂದ ಬಲಕ್ಕೆ — [652, 1329, 689, 1336]
crossword-cell[interactable]: 23 — [763, 1300, 785, 1322]
zodiac-entry: ♉ ವೃಷಭ ಒಡಹುಟ್ಟಿದವರ ಮಾತುಗಳು ಮನಸ್ಸನ್ನು ಹಾಳು ಮಾಡಬಹುದು. ಅತ್ತಿಗೆಯವರೊಂದಿಗೆ ಮನೆಯಲ್ಲಿ ನಡೆಯಬೇಕಿರುವ ಕೆಲಸ ಕಾರ್ಯದ ಬಗ್ಗೆ ಮಾತುಕತೆ ನಡೆಸಿ. ಶುಭ ಸಂಖ್ಯೆ: 3, ಬಣ್ಣ ಕೆಂಪು (ಇ, ಉ, ಎ, ಒ, ವಾ, ವಿ, ವು, ವೆ, ವೊ) ಕೃತ್ತಿಕಾ 2, 3, 4ನೇ ಪಾದ, ರೋಹಿಣಿ, ಮೃಗಶಿರ 1, 2ನೇ ಪಾದ — [20, 1207, 181, 1259]
zodiac-entry: ♑ ಮಕರ ಜೀವನ ನಡೆಸಲು ಹಿಂದಿನ ಮಾತುಗಳು ಕುಟುಂಬದ ಗೆಳೆಯರಿಂದ ಬರುತ್ತವೆ. ಕುಶಲಕರ್ಮಿಗಳಿಗೆ ಪ್ರಭಾವಿತರ ಆಸರೆ; ಅಧಿಕ ಆದಾಯ ಬರುವುದು. ಶುಭ ಸಂಖ್ಯೆ: 3, ಬಣ್ಣ ಹಸಿರು (ಭೋ, ಜ, ಜಿ, ಖಿ, ಖು, ಖೇ, ಖೋ, ಗ, ಗಿ) ಉತ್ತರಾಷಾಢ 2, 3, 4ನೇ ಪಾದ, ಶ್ರವಣ, ಧನಿಷ್ಠ 1, 2ನೇ ಪಾದ — [187, 1293, 348, 1345]
right-article-body: ವಯವ ಪದ್ಧತಿಯಿಂದ ಮಣ್ಣಿನ ಫಲವತ್ತತೆ ವೃದ್ಧಿಗೆ ಸಗಣಿ, ಎರೆಹುಳು ಗೊಬ್ಬರ, ಒಣಬೇಸಾಯ, ಕೆರೆ ವಂಡು, ಜೈವಿಕ ಗೊಬ್ಬರಗಳನ್ನು ಬಳಸಬಹುದಾಗಿದೆ. ಇದರಲ್ಲಿ ಬಹುತೇಕ ಕ್ರಮಗಳು ಶ್ರಮ, ಸಮಯ ಹಾಗೂ ಕನಿಷ್ಠ ವೆಚ್ಚ ಅಲ್ಪ ಮೊತ್ತದ ವೆಚ್ಚ ಬೇಡುತ್ತವೆ. ಅದಕ್ಕಾಗಿ ಶಿವಮೊಗ್ಗ ಜಿಲ್ಲೆ ಸಾಗರ ತಾಲೂಕಿನ ಕೆಳಗಿನಮನೆಯ ಕೃಷಿಕ ಸುರೇಶ್ ಅವರು ಈ ಸರಳ ತಂತ್ರ ಅನುಸರಿಸುತ್ತಿದ್ದಾರೆ. ಅಡಕೆಗೆ ಕೊಳೆತುಕ್ಕೆ ಬಾಧಿಸಿದ ನಂತರ ರೋಗಗಳನ್ನು ತೋಟದಿಂದ ಹೊರಗೆ ಹಾಕುವುದಿದೆ. ಅದಕ್ಕೆ ಪರ್ಯಾಯವಾಗಿ ಮುಂಜಾನೆ ಕೊಟ್ಟಿಗೆ ತೊಳೆದ ನೀರನ್ನು ಒಂದೆಡೆ ಸಂಗ್ರಹಿಸಬೇಕು. ಇದನ್ನು ನಿಯಮಿತವಾಗಿ ನೇರವಾಗಿ ಅಥವಾ ವೆಂಚುರಿ ಮೂಲಕ ಮುಚ್ಚುಗಳಿಗೆ ಉಣಿಸಬೇಕು. ಇದು ಕ್ಷಾಮ್ಯ ಹೆಚ್ಚಿಸುವುದಕ್ಕೆ, ಬೆಳೆಗೆ ಕ್ಷಿಪ್ರವಾಗಿ ಸಾವಯವ ಪೋಷಕಾಂಶಗಳ ಲಭ್ಯತೆಗೆ ಸಹಕಾರಿ. ಇದರಿಂದ ಬೆಳೆಗೆ ಪ್ರತ್ಯೇಕವಾಗಿ ಗೊಬ್ಬರ ನೀಡುವ ಅಗತ್ಯತೆ ತಗ್ಗುತ್ತದೆ. ಸುಲಭ ಹಾಗೆ ವೆಚ್ಚ ರಹಿತ ಈ ತಂತ್ರ ಕೃಷಿ ವೆಚ್ಚಗಳು ತಗ್ಗಿಸಬೇಕು ಎಂಬುವುದಕ್ಕೆ ಪೂರಕವಾಗಿದೆ. — [823, 335, 970, 472]
crossword-cell[interactable]: 4 — [763, 1124, 785, 1146]
zodiac-icon: ♒ — [196, 1349, 218, 1369]
page-number: 07 — [939, 7, 976, 35]
drop-cap: ಆ — [356, 1171, 372, 1199]
crossword-cell[interactable] — [829, 1190, 851, 1212]
clue-item: 5 ಮಹಿಷನ ಮೇಲೆ ಕುಳಿತು ಬಂದ ಹಿರಿಮೆಯುಳ್ಳವನು 3 — [863, 1096, 962, 1111]
vk-mini-logo: VK — [574, 1093, 590, 1106]
crossword-cell[interactable] — [697, 1234, 719, 1256]
crossword-cell[interactable]: 9 — [763, 1168, 785, 1190]
crossword-cell[interactable] — [785, 1190, 807, 1212]
zodiac-icon: ♌ — [29, 1362, 51, 1382]
solution-down: 2.ಸಮುದ್ರ 3.ಸರ 4.ಹಯ 5.ವೇಣುನಾದ 11.ಶಿಖರ 12.ಕಲಶ 14.ಗಡಿಯಾರ 16.ಮಿನಾರತಿ 20.ಕರ 21.ಮಾಣಿ. — [863, 1314, 962, 1349]
bottom-rule — [20, 1512, 970, 1514]
krishi-banner — [20, 44, 970, 114]
zodiac-entry: ♓ ಮೀನ ವಿಶಿಷ್ಟ ರೀತಿಯ ಕೆಲಸಗಳೊಂದಿಗೆ ನಿರ್ವಹಣೆ ಒತ್ತಡವಿರುತ್ತದೆ. ಎಂಥ ಮನಸ್ಸಿನ ಮಾತುಗಳು ಉತ್ಸಾಹ ಹೆಚ್ಚಿಸುವುವು; ಲಾಭ ಬರಬಹುದು. ಶುಭ ಸಂಖ್ಯೆ: 2, ಬಣ್ಣ ಬಿಳಿ (ದಿ, ದು, ಥ, ಝ, ಞ, ದೇ, ದೋ, ಚ, ಚಿ) ಪೂರ್ವಾಭಾದ್ರ 4ನೇ ಪಾದ, ಉತ್ತರಾಭಾದ್ರ, ರೇವತಿ — [187, 1395, 348, 1447]
crossword-cell — [829, 1278, 851, 1300]
crossword-cell — [807, 1190, 829, 1212]
crossword-cell[interactable] — [697, 1124, 719, 1146]
crossword-cell[interactable] — [763, 1146, 785, 1168]
crossword-cell[interactable]: 19 — [763, 1256, 785, 1278]
crossword-title: ವಿಜಯಬಂಧ - 7921 — [652, 1096, 772, 1119]
headline-black: ಬರಡು ಭೂಮಿಯಲ್ಲಿ — [259, 135, 540, 184]
clue-item: 7 ದೇಶದ ಉತ್ಪನ್ನವನ್ನು ಹೊರ ದೇಶಕ್ಕೆ ಮಾಡುವ ನಿರ್ಯಾತ 2 — [863, 1113, 962, 1129]
caption-label-3: ಸಾವಯವ ಗೊಬ್ಬರ ಬಳಕೆ — [545, 384, 633, 401]
crossword-cell[interactable] — [807, 1212, 829, 1234]
crossword-cell[interactable]: 7 — [653, 1168, 675, 1190]
diet-bullet: ಹಣ್ಣುಗಳನ್ನು ಹಸಿಯಾಗಿಯೇ ತಿನ್ನಬೇಕು. ದುಬಾರಿ ಹಣ್ಣುಗಳಿಗಿಂತ ಸ್ಥಳೀಯವಾಗಿ ಸಿಗುವ ಪಪ್ಪಾಯ, ಸೀಬೆ, ನೇರಳೆ, ಕಿತ್ತಳೆ, ಬಾಳೆ ಉತ್ತಮ ಪೋಷಕಾಂಶ ಕೊಡುತ್ತವೆ. — [486, 940, 593, 976]
crossword-cell[interactable] — [807, 1146, 829, 1168]
diabetes-type1: ಟೈಪ್ 1: ಇನ್ಸುಲಿನ್ ಅಧೀನದ ಈ ಡಯಾಬಿಟಿಸ್ ಪ್ಯಾಂಕ್ರಿಯಾಸ್ ಗ್ರಂಥಿಯಲ್ಲಿನ ವ್ಯಾಧಿಗಳಿಂದ ಮತ್ತು ವ್ಯಕ್ತಿಯ ಇಮ್ಯುನಿಟಿ ಸಿಸ್ಟಮ್ ಪ್ಯಾಂಕ್ರಿಯಾಸ್‌ನಲ್ಲಿನ ಬೀಟಾ ಕೋಶಗಳನ್ನು ನಾಶ ಮಾಡಿದಾಗ ಬರುತ್ತದೆ. ಇದು 20 ವರ್ಷದೊಳಗಿನವರಲ್ಲಿ ಹೆಚ್ಚು ಕಂಡುಬರುತ್ತದೆ. — [20, 930, 170, 966]
compost-photo-caption: ಸಾಮಾನ್ಯವಾಗಿ ಪ್ರತಿ ಎಕರೆಗೆ 2x4 ಟನ್ ಪ್ರಮಾಣದಲ್ಲಿ ಬಳಸುವುದು ಸೂಕ್ತವಾಗಿದೆ. ಬಯೋಡೈಜೆಸ್ಟರ್ (ಕೃಷಿಕ ಸಾವ ಘಟಕ) ಸ್ಥಾಯು ಸಗಣಿ ಮತ್ತು ಗಂಜಲವನ್ನು ಆಮ್ಲಜನಕರಹಿತ ಪರಿಸ್ಥಿತಿಯಲ್ಲಿ ಹುದುಗಿಸುವ ಮೂಲಕ ದೊರೆಯುವ ದ್ರವ ಗೊಬ್ಬರವಾಗಿದ್ದು — [542, 744, 698, 775]
nakshatra-line: (ಟೋ, ಪ, ಪಿ, ಪು, ಷ, ಣ, ಠ, ಪೇ, ಪೋ) ಉತ್ತರ ಫಲ್ಗುಣಿ 2, 3, 4ನೇ ಪಾದ, ಹಸ್ತ, ಚಿತ್ತ 1, 2ನೇ ಪಾದ — [20, 1443, 175, 1456]
crossword-cell[interactable]: 10 — [785, 1168, 807, 1190]
fitness-col-right: ಚೇತರಿಕೆ ನಿಧಾನವಾಗುತ್ತದೆ. ಹಾಗಂತ ವರ್ಕೌಟ್‌ಗೂ ಮುನ್ನ ಪೂರ್ಣವಾಗಿ ಊಟ ಮಾಡಬೇಕಿಲ್ಲ, ಆದರೆ ಏನೂ ಸೇವಿಸದೆ ಹಾಗೆ ಖಾಲಿ ಹೊಟ್ಟೆಯಲ್ಲಿ ವರ್ಕೌಟ್ ಮಾಡುವುದು ತಪ್ಪು. ಮೊಸರು, ಸಬ್ಜಾ, ಹಣ್ಣು ಮತ್ತು ಸ್ವಲ್ಪ ಕಡಲೆಕಾಯಿ, ಹಣ್ಣು ಮತ್ತು ಲಘು ಆಹಾರ ಸೇವಿಸುವುದು ಬಹಳ ಮುಖ್ಯ. ವರ್ಕೌಟ್ ನಂತರ ಆಹಾರ ಸೇವಿಸುವುದು ಬಹಳ ಮುಖ್ಯ, ಇದನ್ನು ಕಡೆಗಣಿಸಿದರೆ ಮಾಂಸಖಂಡಗಳ ಸಮಸ್ಯೆ ಉಂಟಾಗಬಹುದು. ಹಸಿವು ಹೆಚ್ಚಿಸಲು ಜ್ಯೂಸ್ ಆಹಾರ ಸೇವಿಸುವ ಸಾಧ್ಯತೆ ಹೆಚ್ಚುತ್ತದೆ. ಹಸಿವು ಇಲ್ಲದಿದ್ದರೂ ಪ್ರೊಟೀನ್ ಶೇಕ್, ಮೊಸರು, ಹಣ್ಣು, ಅನ್ನ ಬೇಳೆ ಸಾರಿನಂಥ ಲಘು ಆಹಾರ ಸೇವಿಸಬೇಕು. ಬೇಸಿಗೆಯಲ್ಲಿ ಬೆವರುವುದು ಇಲ್ಲವೆಂದು ಊಟ ಮಾತ್ರ ಬಿಡಬೇಡಿ. ನೀರು ಮತ್ತು ಹಣ್ಣಿನ ಮೇಲೆ ಗಮನ ಕೊಡಿ. ಫನ್ ಮತ್ತು ಕಾರ್ಡ್ ಇರಲಿ. ■ — [820, 799, 962, 908]
drop-cap: ಸು — [192, 634, 213, 661]
clue-item: 10 ಸಭೆಗೆ ಭಕ್ತಿವಂತಿಕೆ ತಂದ ಒಳ್ಳೆಯ ವ್ಯಕ್ತಿ 5 — [863, 1148, 962, 1156]
diabetes-article — [20, 790, 598, 1080]
crossword-cell[interactable] — [675, 1300, 697, 1322]
field-inventory-box — [645, 189, 810, 275]
crossword-cell[interactable] — [697, 1300, 719, 1322]
zodiac-icon: ♎ — [196, 1156, 218, 1176]
section-title: ವೈವಿಧ್ಯ — [456, 12, 491, 30]
crossword-cell[interactable]: 2 — [675, 1124, 697, 1146]
kosha-line1: ವಿಕ — [265, 735, 279, 748]
website-link[interactable]: www.vijaykarnataka.com — [621, 10, 705, 20]
down-label: ಮೇಲಿನಿಂದ ಕೆಳಕ್ಕೆ — [757, 1391, 796, 1399]
nakshatra-line: (ಭೋ, ಜ, ಜಿ, ಖಿ, ಖು, ಖೇ, ಖೋ, ಗ, ಗಿ) ಉತ್ತರಾಷಾಢ 2, 3, 4ನೇ ಪಾದ, ಶ್ರವಣ, ಧನಿಷ್ಠ 1, 2ನೇ ಪಾದ — [187, 1331, 337, 1345]
crossword-cell[interactable] — [807, 1300, 829, 1322]
diet-box-title: ಉತ್ತಮ ಆಹಾರಾಭ್ಯಾಸ — [482, 829, 597, 846]
fitness-logo-sub1: ಫಿಟ್ನೆಸ್ — [690, 821, 712, 831]
horoscope-section — [20, 1088, 348, 1508]
clue-item: 20 ಸತ್ಕಾರ್ಯ ಕೋರಿದವರ ಆತ್ಮೀಯತೆ 3 — [863, 1240, 962, 1247]
zodiac-col-1 — [20, 1151, 181, 1460]
crossword-cell — [741, 1168, 763, 1190]
drop-cap: ಬೇ — [612, 858, 637, 886]
crossword-cell — [785, 1146, 807, 1168]
zodiac-icon: ♐ — [196, 1244, 218, 1264]
solution-across-label: ಎಡದಿಂದ ಬಲಕ್ಕೆ: — [863, 1267, 902, 1275]
portrait-role: ಹೋಮಿಯೋಕೇರ್ ಇಂಟರ್‌ನ್ಯಾಷನಲ್ ಸಂಸ್ಥೆಯ ಅಧ್ಯಕ್ಷ — [255, 948, 335, 965]
zodiac-icon: ♉ — [29, 1212, 51, 1232]
caption-label-2: ಭರ್ಜರಿ ಆದಾಯದ ನಿರೀಕ್ಷೆ — [453, 384, 541, 401]
crossword-cell[interactable]: 21 — [719, 1278, 741, 1300]
raja-yoga-box: ಮಿಥುನ, ಸಿಂಹ, ಕನ್ಯಾ, ಮಕರ-ಈ ನಾಲ್ಕು ರಾಶಿಯವರಿಗೆ ರಾಜ ಯೋಗ — [398, 1088, 492, 1146]
headline-red: ಹಣ್ಣಿನ ಬೆರಗು — [550, 135, 741, 184]
tractor-image — [706, 55, 778, 103]
section-divider — [20, 781, 970, 783]
clue-item: 19 ಮಡದಿಯಾಗಿ ತಂದ ಕಾನನದ ಹರಿಣ 3 — [863, 1230, 962, 1238]
crossword-cell[interactable] — [785, 1256, 807, 1278]
clue-item: 16 ಮಾರಣಾಸಿಯಲ್ಲಿ ನಿತ್ಯ ನಡಿಗೆ — [652, 1438, 717, 1446]
astrologer-city: ಬೆಂಗಳೂರು — [66, 1127, 95, 1137]
nakshatra-line: (ದಿ, ದು, ಥ, ಝ, ಞ, ದೇ, ದೋ, ಚ, ಚಿ) ಪೂರ್ವಾಭಾದ್ರ 4ನೇ ಪಾದ, ಉತ್ತರಾಭಾದ್ರ, ರೇವತಿ — [187, 1433, 336, 1446]
zodiac-entry: ♍ ಕನ್ಯಾ ಕೈಗೊಂಡ ಸಂಸ್ಥೆಯ ಅಥವಾ ವೈಯಕ್ತಿಕ ಅಭಿವೃದ್ಧಿ ಕಾರ್ಯಗಳೆಲ್ಲಾ ಉತ್ತಮ ರೀತಿಯಲ್ಲಿ ನಡೆಯಬಹುದು. ನಿಮ್ಮ ಕ್ರಮವು ಮುಂದಿನ ದಿನಗಳಿಗೆ ಆದಾಯವಾಗಿ ಪರಿಣಮಿಸಲಿದೆ. ಶುಭ ಸಂಖ್ಯೆ: 2, ಬಣ್ಣ ಹಳದಿ (ಟೋ, ಪ, ಪಿ, ಪು, ಷ, ಣ, ಠ, ಪೇ, ಪೋ) ಉತ್ತರ ಫಲ್ಗುಣಿ 2, 3, 4ನೇ ಪಾದ, ಹಸ್ತ, ಚಿತ್ತ 1, 2ನೇ ಪಾದ — [20, 1405, 181, 1457]
right-article-heading: ಫಲವತ್ತತೆಗೆ ಕೊಟ್ಟಿಗೆ ತೊಳೆದ ನೀರು — [830, 178, 963, 213]
crossword-title-tab — [772, 1096, 858, 1119]
badge-line1: ರೈತ — [136, 138, 155, 156]
main-article-col3: ಕೋಳ, ಕುರಿ ಹಾಗೂ ಎಮ್ಮೆ, ಎತ್ತುಗಳ ಸಗಣಿ ಹಾಗೂ ಎರೆಹುಳು ಗೊಬ್ಬರ ಬಳಸಿದ್ದಾರೆ. ಹೊಲದಲ್ಲಿ ಎರೆಹುಳು ಗೊಬ್ಬರ ತಯಾರಿಕಾ ಘಟಕವಿದೆ. ಜೂನ್‌ನಲ್ಲಿ ಕ್ಲೋನಿಂಗ್, ಜುಲೈನಲ್ಲಿ ವ್ಯಾಟ್ ಗ್ರೋಥ್ ಪ್ರಮೋಟರ್ಸ್ (ಗೋ ಮೂತ್ರ, ಬೆಲ್ಲ ಮತ್ತು ಬಾಳೆಹಣ್ಣು ಹಾಗೂ ಹಾಲೊಡಕು ಬಳಸಿ ಮನೆಯಲ್ಲೇ ರಸ ತಯಾರಿಸಿ ಗಿಡಗಳಿಗೆ ಸಿಂಪಡಿಸಿದ್ದಾರೆ.) ನಂತರದ ಮರ್ನಾಲ್ಕು ತಿಂಗಳು ನೀರು ಬಿಟ್ಟರೆ, ಬಳಿಕ ನೀರು ಬಿಡಲು ಆರಂಭಿಸಿದ್ದಾರೆ. — [645, 280, 810, 334]
facebook-link[interactable]: facebook.com/vijaykarnataka — [241, 10, 339, 20]
vk-mini-logo: VK — [720, 803, 736, 816]
zodiac-name: ಮಿಥುನ — [32, 1284, 48, 1291]
tollfree-label: ಉಚಿತ ಕರೆ: — [572, 1038, 598, 1046]
doctor-portrait — [181, 937, 241, 1001]
vk-logo: VK — [295, 53, 356, 105]
diet-bullet: ಮಧುಮೇಹಿಗಳು ಆಹಾರ ಸೇವನೆಯ ಪ್ರಮಾಣ ಕಡಿಮೆ ಮಾಡಿ ಹೆಚ್ಚು ಪ್ರೊಟೀನ್ ಇರುವ ಗೋಧಿ, ಜೋಳ ಬಳಸಬಹುದು. — [486, 850, 593, 879]
clue-item: 3 ವಿವಾಹ ಮಾಡಿಕೊಳ್ಳಲು ಸಿದ್ಧನಾದ ವರ 4 — [652, 1348, 750, 1356]
zodiac-icon: ♈ — [29, 1160, 51, 1180]
zodiac-name: ಧನು — [202, 1262, 212, 1269]
clue-item: 14 ರಾಜ್‌ಕಪೂರ್ ನಿರ್ದೇಶನ ನಟನೆಯ ಹಳೆಯ ಹಿಂದಿ ಚಲನಚಿತ್ರ 2 — [863, 1168, 962, 1183]
tractor-icon — [888, 133, 906, 142]
fitness-logo-sub2: ಫಂಡಾ — [714, 821, 734, 831]
crossword-cell[interactable] — [697, 1190, 719, 1212]
wellness-heading: ವಾಲ್ನಟ್‌ಗಳನ್ನು ನೆನೆಸಿಟ್ಟು ಸೇವಿಸಿ — [414, 1151, 578, 1168]
zodiac-entry: ♋ ಕಟಕ ಗುರು ಹಿರಿಯರ ನಂಬಿಕೆ ಉಳಿಸಿಕೊಂಡು ಹೋಗುವ ಬಗ್ಗೆ ಗಮನವಿರಲಿ. ಯಾವುದೇ ಬದಲಾವಣೆಗೂ ಸೂಕ್ತ ಕಾಲವಿದು. ಹಣ ಹಣವಾಗಿ ಕುಟುಂಬದಲ್ಲಿ ನೆಮ್ಮದಿ ಕಾಣುವಿರಿ. ಶುಭ ಸಂಖ್ಯೆ: 7, ಬಣ್ಣ ಕಂದು (ಹಿ, ಹು, ಹೆ, ಹೋ, ಡ, ಡಿ, ಡು, ಡೆ, ಡೋ) ಪುನರ್ವಸು 4ನೇ ಪಾದ, ಪುಷ್ಯ, ಆಶ್ಲೇಷ — [20, 1309, 181, 1354]
pesticide-water-article — [20, 118, 184, 778]
solution-number: | 7920 — [919, 1253, 942, 1263]
cowshed-water-article — [818, 118, 970, 778]
twitter-link[interactable]: twitter.com/vijaykarnataka — [241, 22, 328, 32]
compost-hands-photo — [542, 636, 714, 742]
crossword-cell — [807, 1234, 829, 1256]
